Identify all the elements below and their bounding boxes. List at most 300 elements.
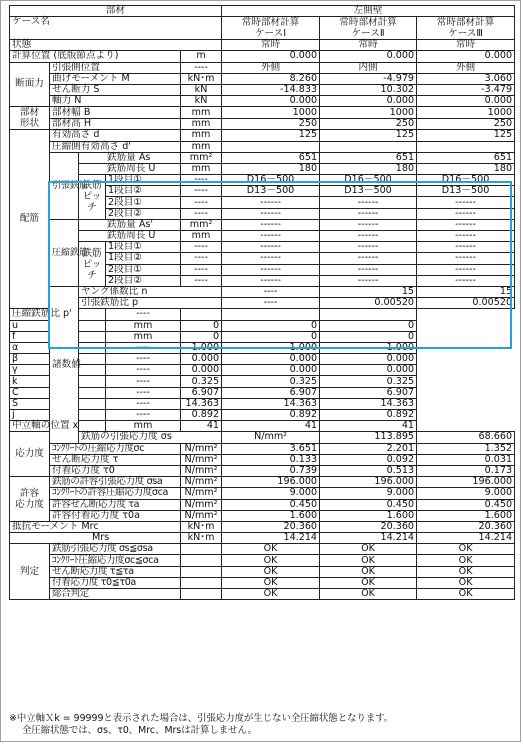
value-cell: 6.907	[222, 387, 320, 398]
value-cell: 14.363	[181, 398, 222, 409]
value-cell: 3.060	[417, 73, 515, 84]
unit-cell: mm	[106, 331, 181, 342]
unit-cell: ----	[181, 264, 222, 275]
value-cell	[222, 141, 320, 152]
table-row	[10, 555, 515, 566]
table-row	[10, 130, 515, 141]
value-cell: 0.000	[417, 96, 515, 107]
unit-cell: kN･m	[181, 73, 222, 84]
pitch-label: 鉄筋 ピッチ	[79, 242, 106, 287]
value-cell: OK	[222, 544, 320, 555]
value-cell: 9.000	[320, 488, 417, 499]
value-cell: OK	[222, 589, 320, 600]
unit-cell: mm	[181, 163, 222, 174]
value-cell: 6.907	[320, 387, 417, 398]
value-cell: 外側	[417, 62, 515, 73]
table-row	[10, 589, 515, 600]
value-cell: 0.000	[222, 96, 320, 107]
row-label: 2段目②	[106, 275, 181, 286]
value-cell: 651	[320, 152, 417, 163]
footnote-line-2: 全圧縮状態では、σs、τ0、Mrc、Mrsは計算しません。	[22, 725, 257, 736]
unit-cell: N/mm²	[181, 488, 222, 499]
value-cell: OK	[320, 544, 417, 555]
value-cell: 196.000	[222, 477, 320, 488]
table-row	[10, 286, 515, 297]
value-cell: ------	[222, 275, 320, 286]
value-cell: 41	[181, 421, 222, 432]
row-label: j	[10, 410, 106, 421]
unit-cell: ----	[106, 387, 181, 398]
table-row	[10, 387, 515, 398]
unit-cell: mm²	[181, 152, 222, 163]
header-case-name: ケース名	[10, 17, 222, 40]
row-label: 中立軸の位置 x	[10, 421, 106, 432]
value-cell: 1000	[320, 107, 417, 119]
value-cell: ------	[320, 275, 417, 286]
value-cell: 651	[222, 152, 320, 163]
row-label: 鉄筋周長 U	[79, 231, 181, 242]
value-cell: OK	[417, 566, 515, 577]
value-cell: 3.651	[222, 443, 320, 454]
unit-cell: ----	[181, 175, 222, 186]
value-cell: 0	[181, 320, 222, 331]
section-oryokudo: 応力度	[10, 432, 50, 477]
value-cell	[181, 309, 222, 320]
value-cell: 0.00520	[417, 298, 515, 309]
value-cell: 0.092	[320, 454, 417, 465]
unit-cell: ----	[106, 410, 181, 421]
table-row	[10, 152, 515, 163]
value-cell: 0	[222, 331, 320, 342]
unit-cell	[181, 566, 222, 577]
value-cell: D16－500	[222, 175, 320, 186]
row-label: せん断応力度 τ	[50, 454, 181, 465]
unit-cell: ----	[181, 186, 222, 197]
value-cell: ------	[320, 197, 417, 208]
header-wall: 左側壁	[222, 6, 515, 17]
table-row	[10, 365, 515, 376]
value-cell: ------	[417, 242, 515, 253]
row-label: せん断応力度 τ≦τa	[50, 566, 181, 577]
value-cell: 0.325	[320, 376, 417, 387]
value-cell: 125	[222, 130, 320, 141]
row-label: u	[10, 320, 106, 331]
value-cell: 0.739	[222, 465, 320, 476]
row-label: C	[10, 387, 106, 398]
value-cell: ------	[417, 231, 515, 242]
value-cell: 8.260	[222, 73, 320, 84]
unit-cell: mm	[181, 118, 222, 130]
row-label: 付着応力度 τ0≦τ0a	[50, 577, 181, 588]
row-label: ｺﾝｸﾘｰﾄの圧縮応力度σc	[50, 443, 181, 454]
value-cell: ------	[222, 219, 320, 230]
unit-cell: mm	[181, 141, 222, 152]
unit-cell: ----	[181, 253, 222, 264]
value-cell: 内側	[320, 62, 417, 73]
row-label: β	[10, 354, 106, 365]
value-cell: 0.173	[417, 465, 515, 476]
row-label: 引張鉄筋比 p	[79, 298, 222, 309]
value-cell: 651	[417, 152, 515, 163]
row-label: 鉄筋の引張応力度 σs	[79, 432, 222, 443]
table-row	[10, 410, 515, 421]
case-header: 常時部材計算 ケースⅢ	[417, 17, 515, 40]
value-cell: OK	[320, 577, 417, 588]
value-cell: 180	[222, 163, 320, 174]
row-label: 部材高 H	[50, 118, 181, 130]
row-label: f	[10, 331, 106, 342]
unit-cell	[181, 555, 222, 566]
table-row	[10, 544, 515, 555]
value-cell: OK	[320, 566, 417, 577]
unit-cell: ----	[181, 208, 222, 219]
value-cell: ------	[222, 197, 320, 208]
row-label: γ	[10, 365, 106, 376]
value-cell: 0.000	[222, 51, 320, 62]
value-cell: 196.000	[320, 477, 417, 488]
value-cell: 0.450	[222, 499, 320, 510]
value-cell: 9.000	[222, 488, 320, 499]
state-cell: 常時	[222, 40, 320, 51]
value-cell: 0.000	[181, 354, 222, 365]
value-cell: 0.000	[181, 365, 222, 376]
table-row	[10, 566, 515, 577]
row-label: 付着応力度 τ0	[50, 465, 181, 476]
value-cell: 1.600	[222, 510, 320, 521]
value-cell	[417, 141, 515, 152]
table-row	[10, 107, 515, 119]
unit-cell: ----	[181, 275, 222, 286]
value-cell: ------	[320, 231, 417, 242]
row-label: 2段目②	[106, 208, 181, 219]
unit-cell: mm	[181, 107, 222, 119]
value-cell: 1.600	[417, 510, 515, 521]
row-label: ｺﾝｸﾘｰﾄの許容圧縮応力度σca	[50, 488, 181, 499]
value-cell: 0.031	[417, 454, 515, 465]
value-cell: ------	[222, 264, 320, 275]
table-row	[10, 454, 515, 465]
value-cell: 0.325	[222, 376, 320, 387]
value-cell: 1000	[417, 107, 515, 119]
row-label: 有効高さ d	[50, 130, 181, 141]
unit-cell: N/mm²	[181, 499, 222, 510]
section-shosuchi: 諸数値	[50, 286, 79, 443]
value-cell: -4.979	[320, 73, 417, 84]
value-cell: 68.660	[417, 432, 515, 443]
row-label: 鉄筋引張応力度 σs≦σsa	[50, 544, 181, 555]
value-cell: 14.363	[222, 398, 320, 409]
unit-cell: mm²	[181, 219, 222, 230]
value-cell: ------	[320, 208, 417, 219]
value-cell: 41	[320, 421, 417, 432]
unit-cell: kN	[181, 84, 222, 95]
value-cell: ------	[320, 264, 417, 275]
value-cell: 113.895	[320, 432, 417, 443]
unit-cell: ----	[106, 309, 181, 320]
row-label: ｺﾝｸﾘｰﾄ圧縮応力度σc≦σca	[50, 555, 181, 566]
footnote-line-1: ※中立軸Ｘk = 99999と表示された場合は、引張応力度が生じない全圧縮状態となります。	[9, 713, 394, 724]
unit-cell: kN･m	[181, 521, 222, 532]
section-danmenryoku: 断面力	[10, 62, 50, 107]
table-row	[10, 73, 515, 84]
value-cell: 0.00520	[320, 298, 417, 309]
value-cell: OK	[222, 566, 320, 577]
value-cell: ------	[320, 253, 417, 264]
unit-cell	[181, 589, 222, 600]
row-label: 鉄筋周長 U	[79, 163, 181, 174]
value-cell: OK	[320, 555, 417, 566]
value-cell: ------	[417, 208, 515, 219]
unit-cell: ----	[181, 242, 222, 253]
table-row	[10, 96, 515, 107]
row-label: 1段目②	[106, 186, 181, 197]
value-cell: 0.000	[320, 96, 417, 107]
value-cell: D16－500	[320, 175, 417, 186]
value-cell: 0.892	[320, 410, 417, 421]
row-label: 許容付着応力度 τ0a	[50, 510, 181, 521]
table-row	[10, 577, 515, 588]
table-row	[10, 84, 515, 95]
value-cell: OK	[417, 577, 515, 588]
table-row	[10, 163, 515, 174]
row-label: 1段目②	[106, 253, 181, 264]
value-cell: 0	[222, 320, 320, 331]
unit-cell: ----	[106, 342, 181, 353]
unit-cell: ----	[106, 354, 181, 365]
table-row	[10, 231, 515, 242]
value-cell: ------	[222, 231, 320, 242]
value-cell: 0	[320, 331, 417, 342]
table-row	[10, 141, 515, 152]
table-row	[10, 443, 515, 454]
value-cell: 0.513	[320, 465, 417, 476]
value-cell: 1000	[222, 107, 320, 119]
value-cell: OK	[417, 555, 515, 566]
value-cell: 0.000	[320, 51, 417, 62]
unit-cell: ----	[222, 286, 320, 297]
value-cell	[320, 141, 417, 152]
state-label: 状態	[10, 40, 222, 51]
value-cell	[320, 309, 417, 320]
table-row	[10, 219, 515, 230]
row-label: 2段目①	[106, 197, 181, 208]
value-cell: ------	[417, 219, 515, 230]
value-cell: 1.600	[320, 510, 417, 521]
value-cell: 0.892	[222, 410, 320, 421]
unit-cell: ----	[181, 62, 222, 73]
row-label: 部材幅 B	[50, 107, 181, 119]
value-cell: OK	[222, 555, 320, 566]
table-row	[10, 398, 515, 409]
row-label: 曲げモーメント M	[50, 73, 181, 84]
value-cell: ------	[417, 253, 515, 264]
unit-cell: kN	[181, 96, 222, 107]
table-row	[10, 298, 515, 309]
value-cell: 10.302	[320, 84, 417, 95]
value-cell: ------	[417, 197, 515, 208]
value-cell: 外側	[222, 62, 320, 73]
section-hantei: 判定	[10, 544, 50, 600]
value-cell: ------	[222, 253, 320, 264]
unit-cell: ----	[181, 197, 222, 208]
unit-cell: N/mm²	[222, 432, 320, 443]
value-cell: 20.360	[222, 521, 320, 532]
row-label: 総合判定	[50, 589, 181, 600]
value-cell: ------	[320, 219, 417, 230]
row-label: 引張側位置	[50, 62, 181, 73]
value-cell: 14.214	[417, 533, 515, 544]
value-cell: ------	[417, 275, 515, 286]
value-cell: OK	[320, 589, 417, 600]
row-label: 鉄筋の許容引張応力度 σsa	[50, 477, 181, 488]
row-label: 圧縮側有効高さ d'	[50, 141, 181, 152]
value-cell: 15	[417, 286, 515, 297]
value-cell: 250	[222, 118, 320, 130]
unit-cell: ----	[106, 398, 181, 409]
row-label: ヤング係数比 n	[79, 286, 222, 297]
value-cell: 0.450	[417, 499, 515, 510]
group-asshuku: 圧縮鉄筋	[50, 219, 79, 286]
header-buhin: 部材	[10, 6, 222, 17]
unit-cell: N/mm²	[181, 465, 222, 476]
row-label: 許容せん断応力度 τa	[50, 499, 181, 510]
calc-table	[9, 5, 515, 600]
unit-cell: mm	[181, 130, 222, 141]
value-cell: 14.214	[222, 533, 320, 544]
row-label: k	[10, 376, 106, 387]
unit-cell: m	[181, 51, 222, 62]
value-cell: 0.133	[222, 454, 320, 465]
case-header: 常時部材計算 ケースⅡ	[320, 17, 417, 40]
value-cell: 1.000	[181, 342, 222, 353]
value-cell: 180	[320, 163, 417, 174]
value-cell: 9.000	[417, 488, 515, 499]
value-cell: 0	[320, 320, 417, 331]
value-cell: 250	[417, 118, 515, 130]
unit-cell	[181, 544, 222, 555]
unit-cell: N/mm²	[181, 477, 222, 488]
section-haikin: 配筋	[10, 130, 50, 309]
table-row	[10, 376, 515, 387]
value-cell: 0.000	[320, 365, 417, 376]
value-cell: D13－500	[320, 186, 417, 197]
value-cell: D16－500	[417, 175, 515, 186]
unit-cell: ----	[222, 298, 320, 309]
unit-cell: N/mm²	[181, 510, 222, 521]
value-cell: 0.000	[320, 354, 417, 365]
value-cell: 196.000	[417, 477, 515, 488]
unit-cell: mm	[106, 421, 181, 432]
table-row	[10, 465, 515, 476]
value-cell: 2.201	[320, 443, 417, 454]
value-cell: 20.360	[320, 521, 417, 532]
footnote	[9, 713, 519, 737]
row-label: 抵抗モーメント Mrc	[10, 521, 181, 532]
value-cell: OK	[417, 544, 515, 555]
unit-cell: N/mm²	[181, 443, 222, 454]
value-cell: -14.833	[222, 84, 320, 95]
value-cell: 180	[417, 163, 515, 174]
table-row	[10, 432, 515, 443]
row-label: 計算位置 (底版節点より)	[10, 51, 181, 62]
table-row	[10, 51, 515, 62]
section-kyoyo: 許容 応力度	[10, 477, 50, 522]
section-buzai-keijo: 部材 形状	[10, 107, 50, 130]
row-label: S	[10, 398, 106, 409]
value-cell: -3.479	[417, 84, 515, 95]
value-cell: 14.363	[320, 398, 417, 409]
value-cell: 1.000	[320, 342, 417, 353]
unit-cell: mm	[181, 231, 222, 242]
value-cell: 41	[222, 421, 320, 432]
value-cell: 20.360	[417, 521, 515, 532]
table-row	[10, 354, 515, 365]
table-row	[10, 175, 515, 186]
table-row	[10, 320, 515, 331]
unit-cell: mm	[106, 320, 181, 331]
row-label: 軸力 N	[50, 96, 181, 107]
unit-cell: ----	[106, 376, 181, 387]
table-row	[10, 6, 515, 17]
value-cell: D13－500	[222, 186, 320, 197]
value-cell: OK	[222, 577, 320, 588]
row-label: Mrs	[10, 533, 181, 544]
table-row	[10, 62, 515, 73]
table-row	[10, 342, 515, 353]
value-cell: ------	[320, 242, 417, 253]
value-cell: 15	[320, 286, 417, 297]
value-cell: 0.892	[181, 410, 222, 421]
table-row	[10, 331, 515, 342]
value-cell: OK	[417, 589, 515, 600]
row-label: α	[10, 342, 106, 353]
value-cell: 14.214	[320, 533, 417, 544]
state-cell: 常時	[417, 40, 515, 51]
value-cell: 1.352	[417, 443, 515, 454]
value-cell: 6.907	[181, 387, 222, 398]
value-cell: 0.000	[417, 51, 515, 62]
value-cell: 0.000	[222, 354, 320, 365]
value-cell: 0.325	[181, 376, 222, 387]
table-row	[10, 510, 515, 521]
value-cell: ------	[222, 242, 320, 253]
table-row	[10, 521, 515, 532]
row-label: 鉄筋量 As'	[79, 219, 181, 230]
value-cell: 0.000	[222, 365, 320, 376]
value-cell: 125	[320, 130, 417, 141]
unit-cell	[181, 577, 222, 588]
row-label: 1段目①	[106, 175, 181, 186]
group-hippari: 引張鉄筋	[50, 152, 79, 219]
table-row	[10, 499, 515, 510]
row-label: せん断力 S	[50, 84, 181, 95]
row-label: 鉄筋量 As	[79, 152, 181, 163]
case-header: 常時部材計算 ケースⅠ	[222, 17, 320, 40]
table-row	[10, 488, 515, 499]
pitch-label: 鉄筋 ピッチ	[79, 175, 106, 220]
table-row	[10, 309, 515, 320]
value-cell	[222, 309, 320, 320]
value-cell: 0	[181, 331, 222, 342]
value-cell: 125	[417, 130, 515, 141]
value-cell: 250	[320, 118, 417, 130]
value-cell: 0.450	[320, 499, 417, 510]
row-label: 圧縮鉄筋比 p'	[10, 309, 106, 320]
value-cell: 1.000	[222, 342, 320, 353]
value-cell: ------	[222, 208, 320, 219]
row-label: 1段目①	[106, 242, 181, 253]
value-cell: D13－500	[417, 186, 515, 197]
